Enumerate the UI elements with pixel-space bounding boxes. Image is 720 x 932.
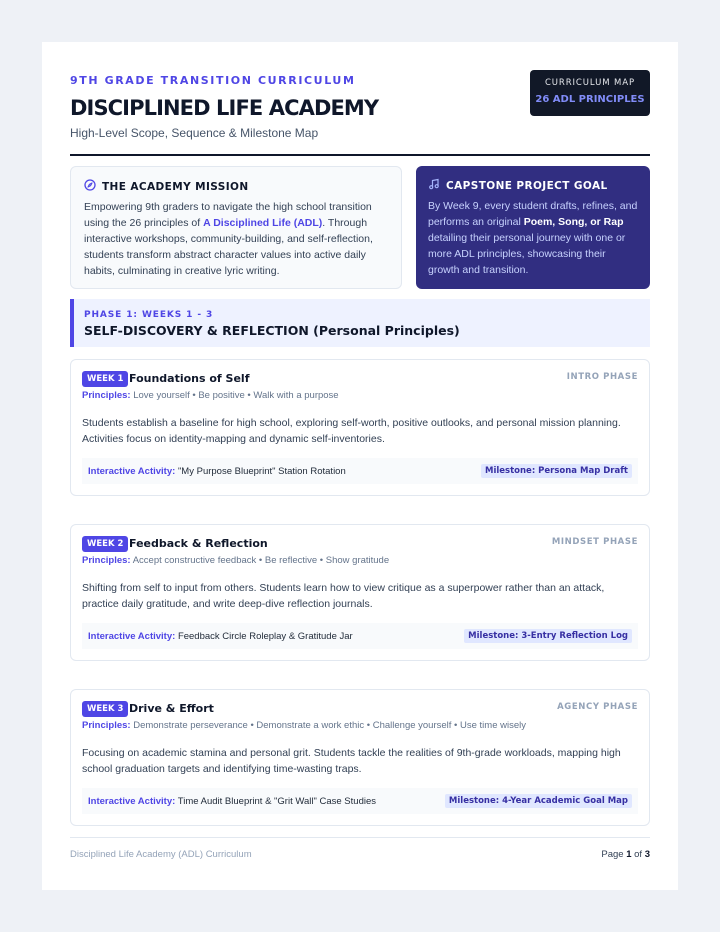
- phase-label: PHASE 1: WEEKS 1 - 3: [84, 310, 214, 320]
- week-description: Shifting from self to input from others. Students learn how to view critique as a superpower rather than an attack, practice daily gratitude, and write deep-dive reflection journals.: [82, 582, 605, 610]
- week-title: Foundations of Self: [129, 372, 250, 385]
- week-description: Students establish a baseline for high school, exploring self-worth, positive outlooks, and personal mission planning. Activities focus on identity-mapping and dynamic self-inventories.: [82, 417, 621, 445]
- adl-highlight: A Disciplined Life (ADL): [203, 217, 323, 229]
- page-header: [70, 74, 650, 140]
- week-card: [70, 359, 650, 496]
- header-divider: [70, 154, 650, 156]
- phase-tag: INTRO PHASE: [566, 372, 638, 382]
- activity-bar: [82, 458, 638, 484]
- week-principles: Principles: Accept constructive feedback • Be reflective • Show gratitude: [82, 555, 390, 566]
- footer-document-name: Disciplined Life Academy (ADL) Curriculum: [70, 849, 252, 860]
- compass-icon: [84, 179, 96, 194]
- week-badge: WEEK 3: [82, 701, 128, 717]
- week-principles: Principles: Love yourself • Be positive • Walk with a purpose: [82, 390, 339, 401]
- interactive-activity: Interactive Activity: Time Audit Blueprint & "Grit Wall" Case Studies: [88, 795, 376, 807]
- capstone-heading-row: [428, 178, 638, 193]
- week-badge: WEEK 2: [82, 536, 128, 552]
- capstone-text: By Week 9, every student drafts, refines, and performs an original Poem, Song, or Rap detailing their personal journey with one or more ADL principles, showcasing their growth and transition.: [428, 200, 638, 276]
- week-description: Focusing on academic stamina and personal grit. Students tackle the realities of 9th-grade workloads, mapping high school graduation targets and identifying time-wasting traps.: [82, 747, 621, 775]
- week-title: Drive & Effort: [129, 702, 214, 715]
- milestone-badge: Milestone: 4-Year Academic Goal Map: [445, 794, 632, 808]
- page-number: Page 1 of 3: [601, 849, 650, 860]
- activity-bar: [82, 623, 638, 649]
- week-badge: WEEK 1: [82, 371, 128, 387]
- phase-title: SELF-DISCOVERY & REFLECTION (Personal Principles): [84, 323, 460, 338]
- page-title: DISCIPLINED LIFE ACADEMY: [70, 96, 379, 120]
- music-note-icon: [428, 178, 440, 193]
- milestone-badge: Milestone: 3-Entry Reflection Log: [464, 629, 632, 643]
- capstone-box: [416, 166, 650, 289]
- badge-line-1: CURRICULUM MAP: [544, 78, 636, 88]
- phase-tag: MINDSET PHASE: [551, 537, 638, 547]
- week-principles: Principles: Demonstrate perseverance • Demonstrate a work ethic • Challenge yourself • Use time wisely: [82, 720, 526, 731]
- mission-box: [70, 166, 402, 289]
- footer-divider: [70, 837, 650, 838]
- week-card: [70, 524, 650, 661]
- document-page: [42, 42, 678, 890]
- capstone-highlight: Poem, Song, or Rap: [523, 216, 624, 228]
- page-subtitle: High-Level Scope, Sequence & Milestone Map: [70, 126, 319, 140]
- phase-banner: [70, 299, 650, 347]
- interactive-activity: Interactive Activity: Feedback Circle Roleplay & Gratitude Jar: [88, 630, 353, 642]
- week-card: [70, 689, 650, 826]
- mission-heading-row: [84, 179, 388, 194]
- capstone-heading: CAPSTONE PROJECT GOAL: [446, 179, 608, 192]
- eyebrow-label: 9TH GRADE TRANSITION CURRICULUM: [70, 74, 356, 87]
- milestone-badge: Milestone: Persona Map Draft: [481, 464, 632, 478]
- mission-heading: THE ACADEMY MISSION: [102, 180, 249, 193]
- phase-tag: AGENCY PHASE: [557, 702, 638, 712]
- interactive-activity: Interactive Activity: "My Purpose Blueprint" Station Rotation: [88, 465, 346, 477]
- activity-bar: [82, 788, 638, 814]
- week-title: Feedback & Reflection: [129, 537, 268, 550]
- badge-line-2: 26 ADL PRINCIPLES: [535, 94, 645, 105]
- mission-text: Empowering 9th graders to navigate the high school transition using the 26 principles of A Disciplined Life (ADL). Through interactive workshops, community-building, and self-reflection, students transform abstract character values into active daily habits, culminating in creative lyric writing.: [84, 201, 373, 277]
- curriculum-map-badge: [530, 70, 650, 116]
